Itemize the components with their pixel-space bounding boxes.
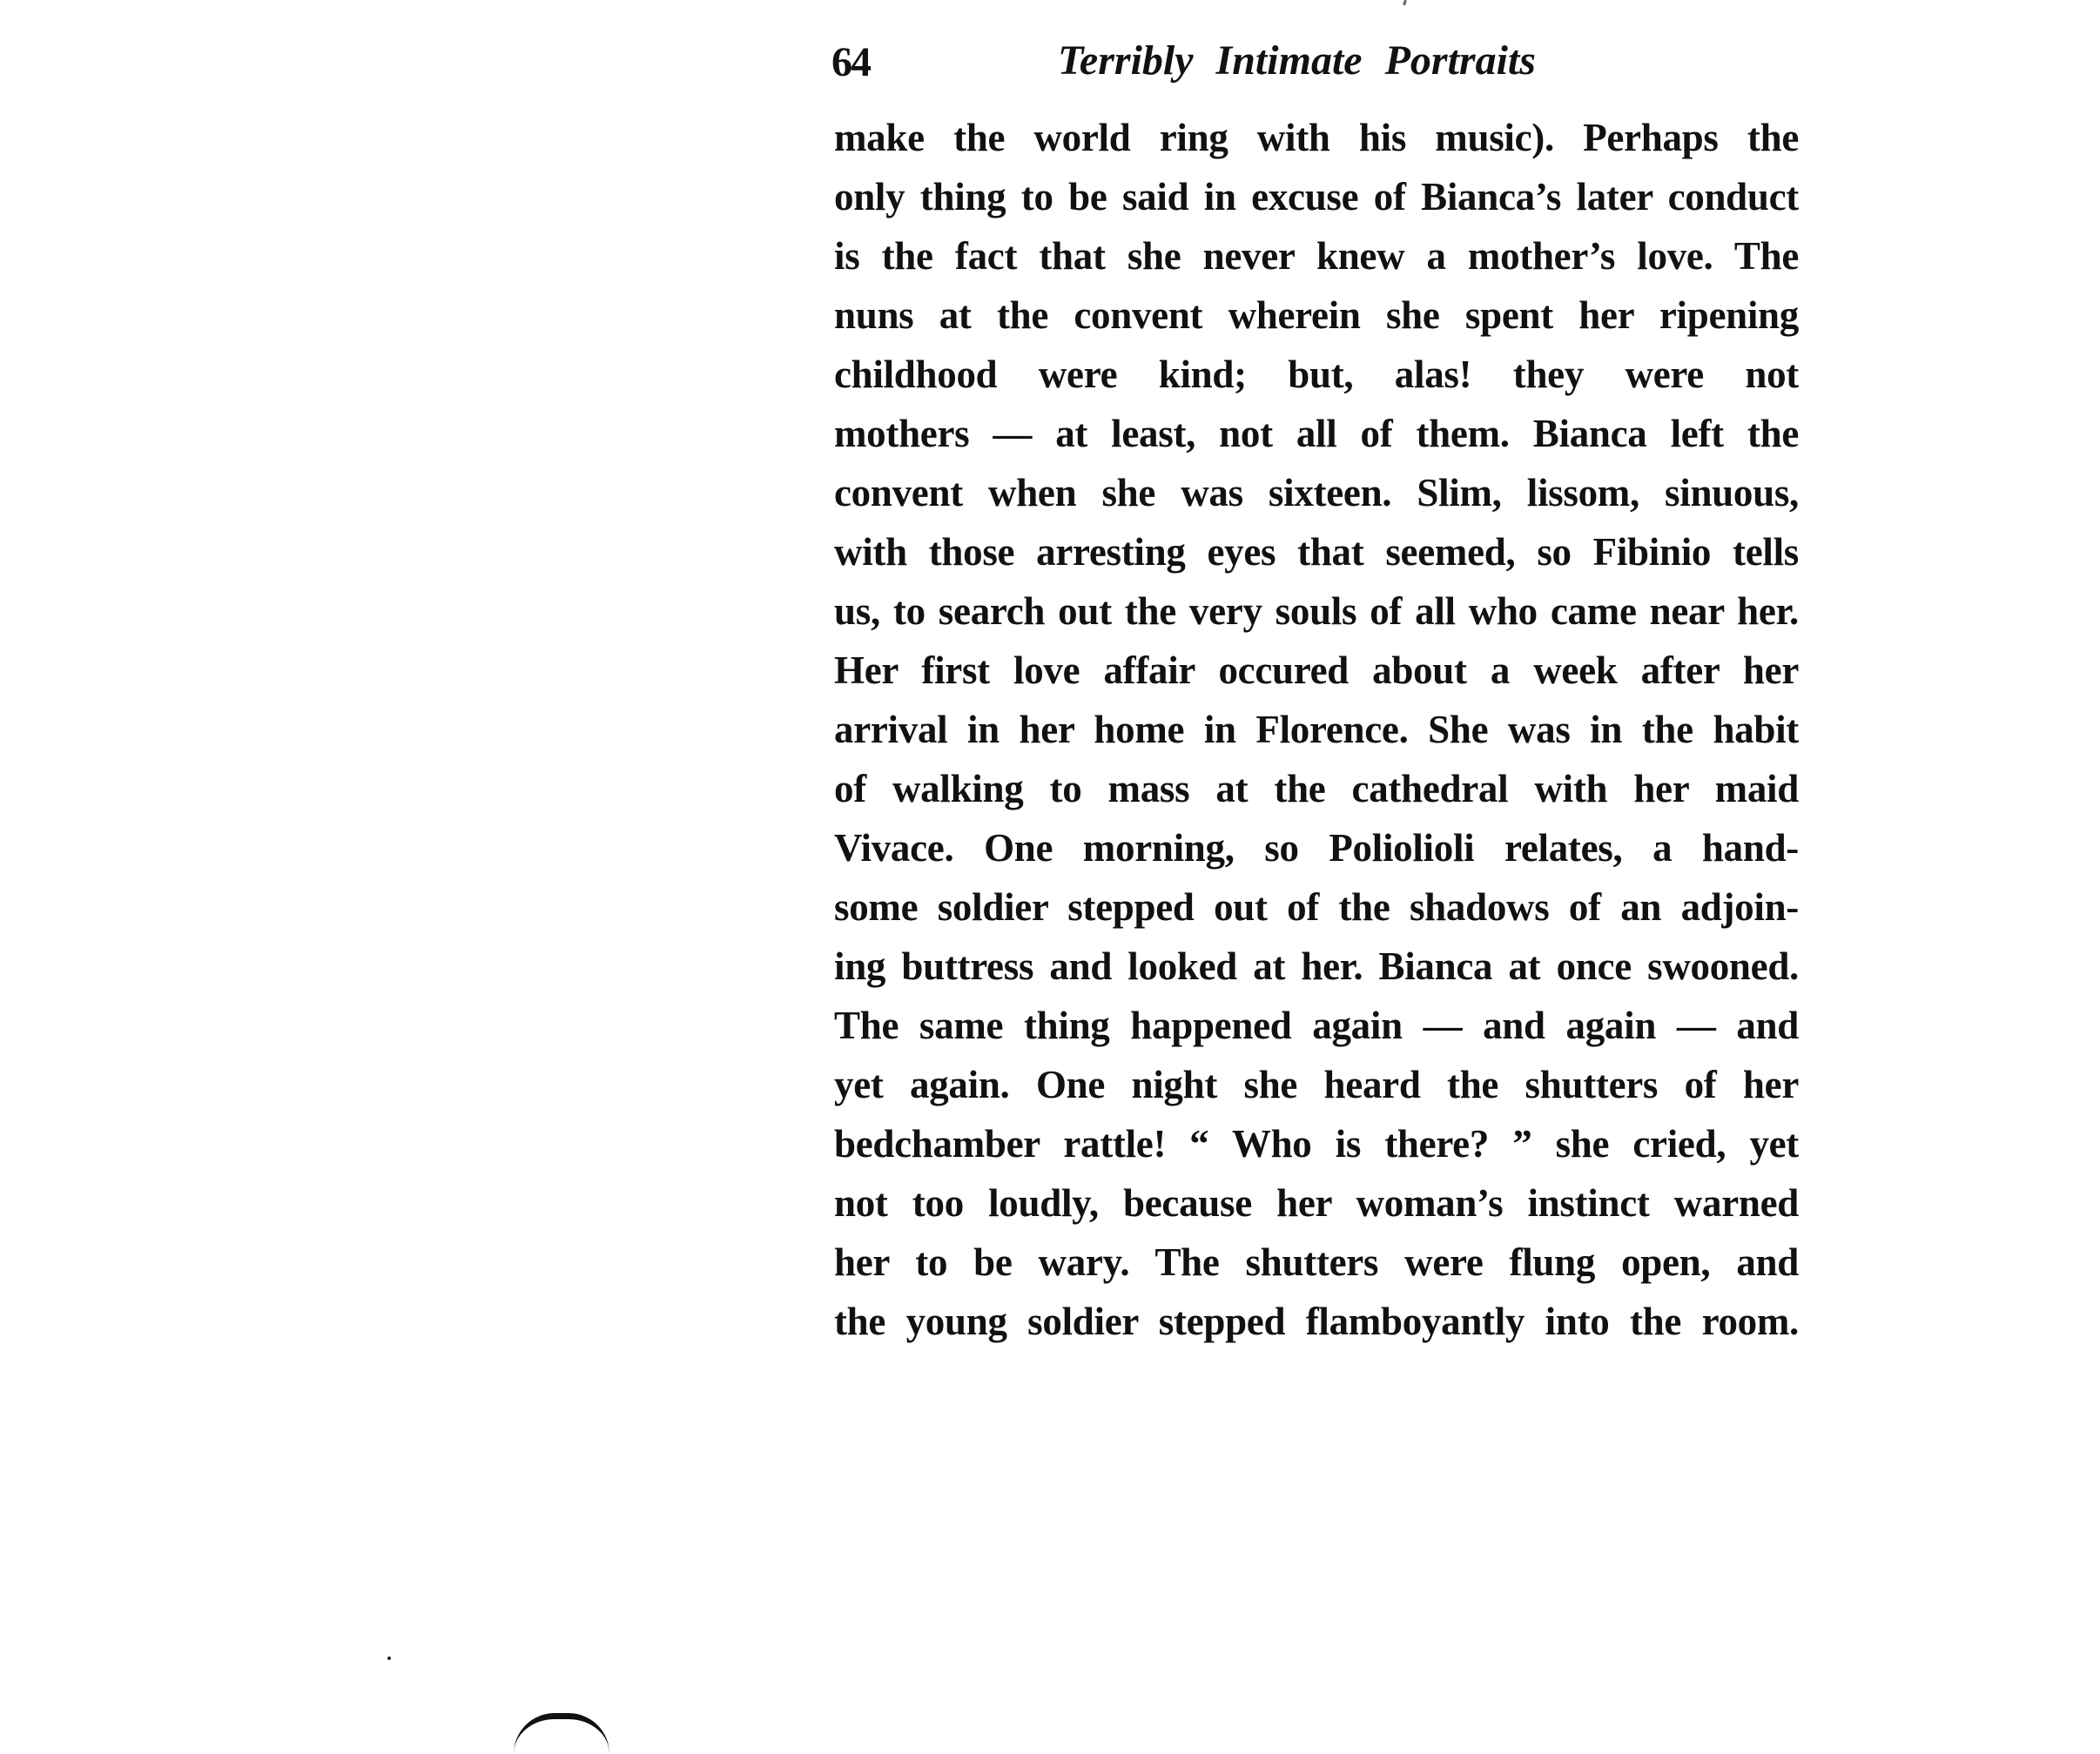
text-line: of walking to mass at the cathedral with her maid <box>834 767 1799 810</box>
text-line: mothers — at least, not all of them. Bianca left the <box>834 412 1799 455</box>
text-line: Vivace. One morning, so Poliolioli relates, a hand- <box>834 826 1799 870</box>
text-line: not too loudly, because her woman’s instinct warned <box>834 1181 1799 1225</box>
text-line: Her first love affair occured about a week after her <box>834 649 1799 692</box>
text-line: us, to search out the very souls of all who came near her. <box>834 589 1799 633</box>
text-line: bedchamber rattle! “ Who is there? ” she cried, yet <box>834 1122 1799 1166</box>
page-number: 64 <box>831 39 870 85</box>
running-title: Terribly Intimate Portraits <box>1058 37 1536 84</box>
scan-artifact-mark <box>514 1713 609 1754</box>
text-line: ing buttress and looked at her. Bianca at once swooned. <box>834 944 1799 988</box>
text-line: is the fact that she never knew a mother’s love. The <box>834 234 1799 278</box>
text-line: nuns at the convent wherein she spent her ripening <box>834 293 1799 337</box>
text-line: convent when she was sixteen. Slim, lissom, sinuous, <box>834 471 1799 514</box>
text-line: The same thing happened again — and again — and <box>834 1004 1799 1047</box>
scan-speck <box>387 1657 391 1660</box>
scan-speck <box>1403 0 1407 5</box>
text-line: some soldier stepped out of the shadows of an adjoin- <box>834 885 1799 929</box>
text-line: make the world ring with his music). Perhaps the <box>834 116 1799 159</box>
text-line: with those arresting eyes that seemed, so Fibinio tells <box>834 530 1799 574</box>
text-line: childhood were kind; but, alas! they were not <box>834 353 1799 396</box>
text-line: only thing to be said in excuse of Bianca’s later conduct <box>834 175 1799 218</box>
text-line: the young soldier stepped flamboyantly into the room. <box>834 1300 1799 1343</box>
body-text <box>834 108 1799 1351</box>
text-line: her to be wary. The shutters were flung open, and <box>834 1240 1799 1284</box>
page-header <box>831 31 1789 101</box>
text-line: arrival in her home in Florence. She was in the habit <box>834 708 1799 751</box>
text-line: yet again. One night she heard the shutters of her <box>834 1063 1799 1106</box>
